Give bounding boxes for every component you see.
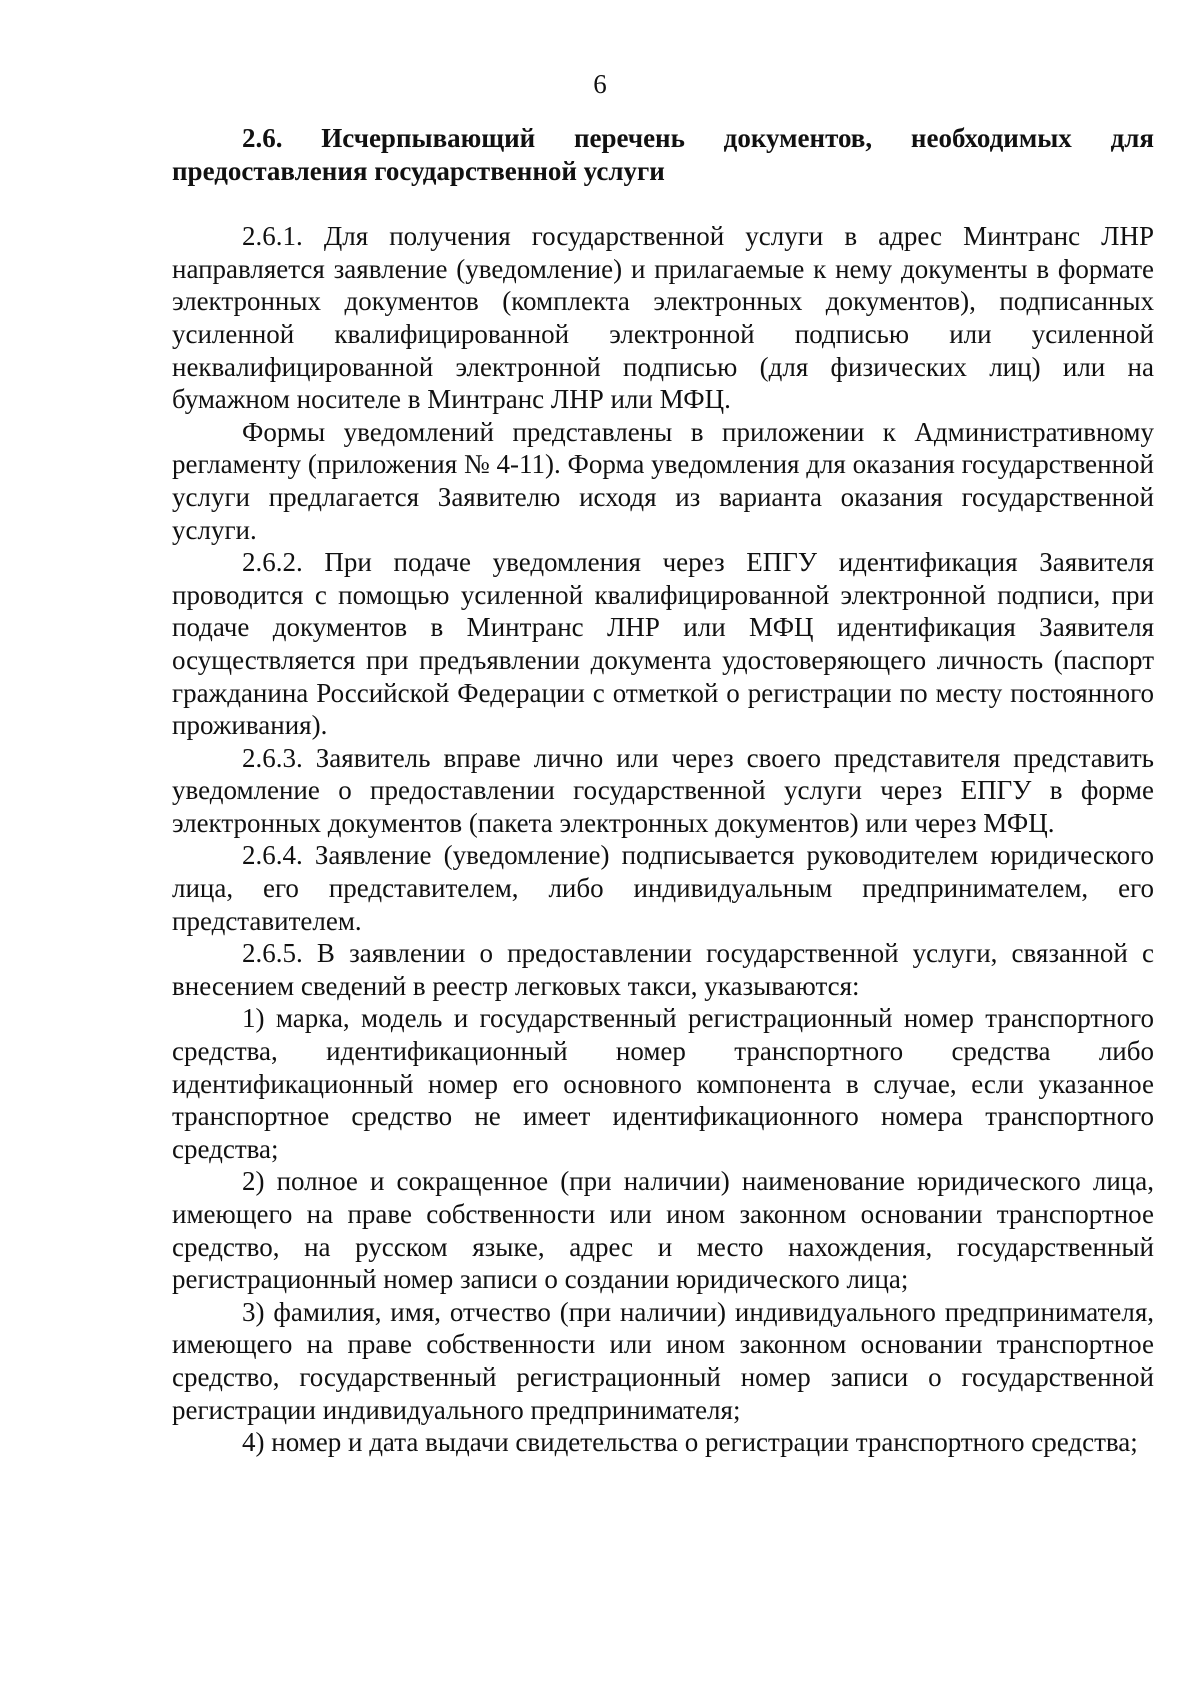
- paragraph-2-6-5: 2.6.5. В заявлении о предоставлении государственной услуги, связанной с внесением сведений в реестр легковых такси, указываются:: [172, 938, 1154, 1001]
- section-heading: 2.6. Исчерпывающий перечень документов, необходимых для предоставления государственной услуги: [172, 123, 1154, 186]
- paragraph-2-6-2: 2.6.2. При подаче уведомления через ЕПГУ идентификация Заявителя проводится с помощью усиленной квалифицированной электронной подписи, при подаче документов в Минтранс ЛНР или МФЦ идентификация Заявителя осуществляется при предъявлении документа удостоверяющего личность (паспорт гражданина Российской Федерации с отметкой о регистрации по месту постоянного проживания).: [172, 547, 1154, 741]
- page-number: 6: [593, 69, 607, 99]
- list-item-4: 4) номер и дата выдачи свидетельства о регистрации транспортного средства;: [242, 1427, 1138, 1458]
- list-item-2: 2) полное и сокращенное (при наличии) наименование юридического лица, имеющего на праве собственности или ином законном основании транспортное средство, на русском языке, адрес и место нахождения, государственный регистрационный номер записи о создании юридического лица;: [172, 1166, 1154, 1295]
- list-item-1: 1) марка, модель и государственный регистрационный номер транспортного средства, идентификационный номер транспортного средства либо идентификационный номер его основного компонента в случае, если указанное транспортное средство не имеет идентификационного номера транспортного средства;: [172, 1003, 1154, 1164]
- paragraph-2-6-4: 2.6.4. Заявление (уведомление) подписывается руководителем юридического лица, его представителем, либо индивидуальным предпринимателем, его представителем.: [172, 840, 1154, 936]
- document-body: [172, 122, 1154, 1459]
- paragraph-forms-notice: Формы уведомлений представлены в приложении к Административному регламенту (приложения № 4-11). Форма уведомления для оказания государственной услуги предлагается Заявителю исходя из варианта оказания государственной услуги.: [172, 416, 1154, 545]
- paragraph-2-6-3: 2.6.3. Заявитель вправе лично или через своего представителя представить уведомление о предоставлении государственной услуги через ЕПГУ в форме электронных документов (пакета электронных документов) или через МФЦ.: [172, 742, 1154, 838]
- paragraph-2-6-1: 2.6.1. Для получения государственной услуги в адрес Минтранс ЛНР направляется заявление (уведомление) и прилагаемые к нему документы в формате электронных документов (комплекта электронных документов), подписанных усиленной квалифицированной электронной подписью или усиленной неквалифицированной электронной подписью (для физических лиц) или на бумажном носителе в Минтранс ЛНР или МФЦ.: [172, 221, 1154, 415]
- list-item-3: 3) фамилия, имя, отчество (при наличии) индивидуального предпринимателя, имеющего на праве собственности или ином законном основании транспортное средство, государственный регистрационный номер записи о государственной регистрации индивидуального предпринимателя;: [172, 1296, 1154, 1425]
